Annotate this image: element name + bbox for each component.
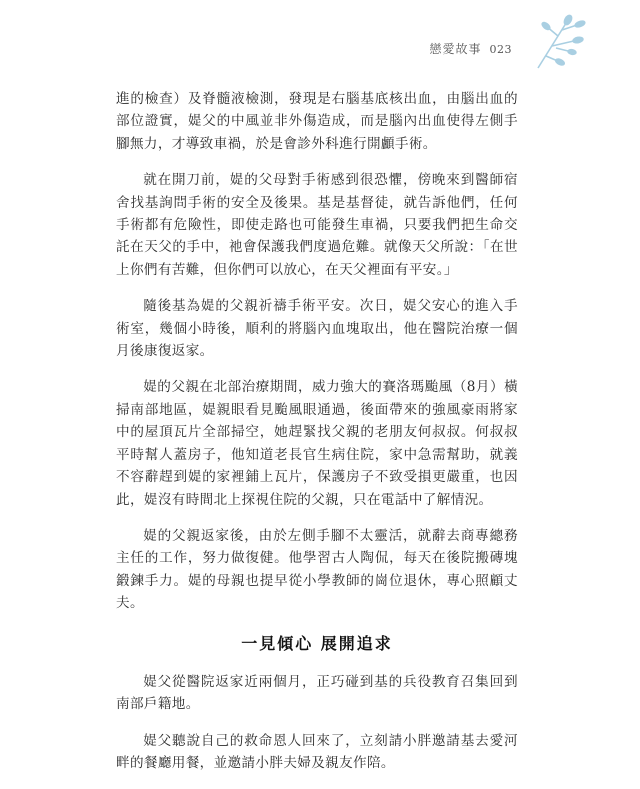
paragraph: 隨後基為媞的父親祈禱手術平安。次日，媞父安心的進入手術室，幾個小時後，順利的將腦內血塊取出，他在醫院治療一個月後康復返家。: [116, 298, 518, 360]
paragraph: 進的檢查）及脊髓液檢測，發現是右腦基底核出血，由腦出血的部位證實，媞父的中風並非外傷造成，而是腦內出血使得左側手腳無力，才導致車禍，於是會診外科進行開顱手術。: [116, 91, 518, 152]
paragraph: 媞的父親返家後，由於左側手腳不太靈活，就辭去商專總務主任的工作，努力做復健。他學習古人陶侃，每天在後院搬磚塊鍛鍊手力。媞的母親也提早從小學教師的崗位退休，專心照顧丈夫。: [116, 527, 518, 612]
page-number: 023: [489, 43, 512, 56]
body-text: [116, 88, 518, 789]
leaf-branch-icon: [528, 12, 588, 72]
chapter-title: 戀愛故事: [429, 42, 482, 56]
paragraph: 媞父從醫院返家近兩個月，正巧碰到基的兵役教育召集回到南部戶籍地。: [116, 673, 518, 713]
running-header: [429, 40, 512, 57]
paragraph: 就在開刀前，媞的父母對手術感到很恐懼，傍晚來到醫師宿舍找基詢問手術的安全及後果。基是基督徒，就告訴他們，任何手術都有危險性，即使走路也可能發生車禍，只要我們把生命交託在天父的手中，祂會保護我們度過危難。就像天父所說：「在世上你們有苦難，但你們可以放心，在天父裡面有平安。」: [116, 172, 518, 278]
section-heading: 一見傾心 展開追求: [241, 633, 393, 653]
paragraph: 媞的父親在北部治療期間，威力強大的賽洛瑪颱風（8月）橫掃南部地區，媞親眼看見颱風眼通過，後面帶來的強風豪雨將家中的屋頂瓦片全部掃空，她趕緊找父親的老朋友何叔叔。何叔叔平時幫人蓋房子，他知道老長官生病住院，家中急需幫助，就義不容辭趕到媞的家裡鋪上瓦片，保護房子不致受損更嚴重，也因此，媞沒有時間北上探視住院的父親，只在電話中了解情況。: [116, 379, 518, 508]
paragraph: 媞父聽說自己的救命恩人回來了，立刻請小胖邀請基去愛河畔的餐廳用餐，並邀請小胖夫婦及親友作陪。: [116, 732, 518, 772]
